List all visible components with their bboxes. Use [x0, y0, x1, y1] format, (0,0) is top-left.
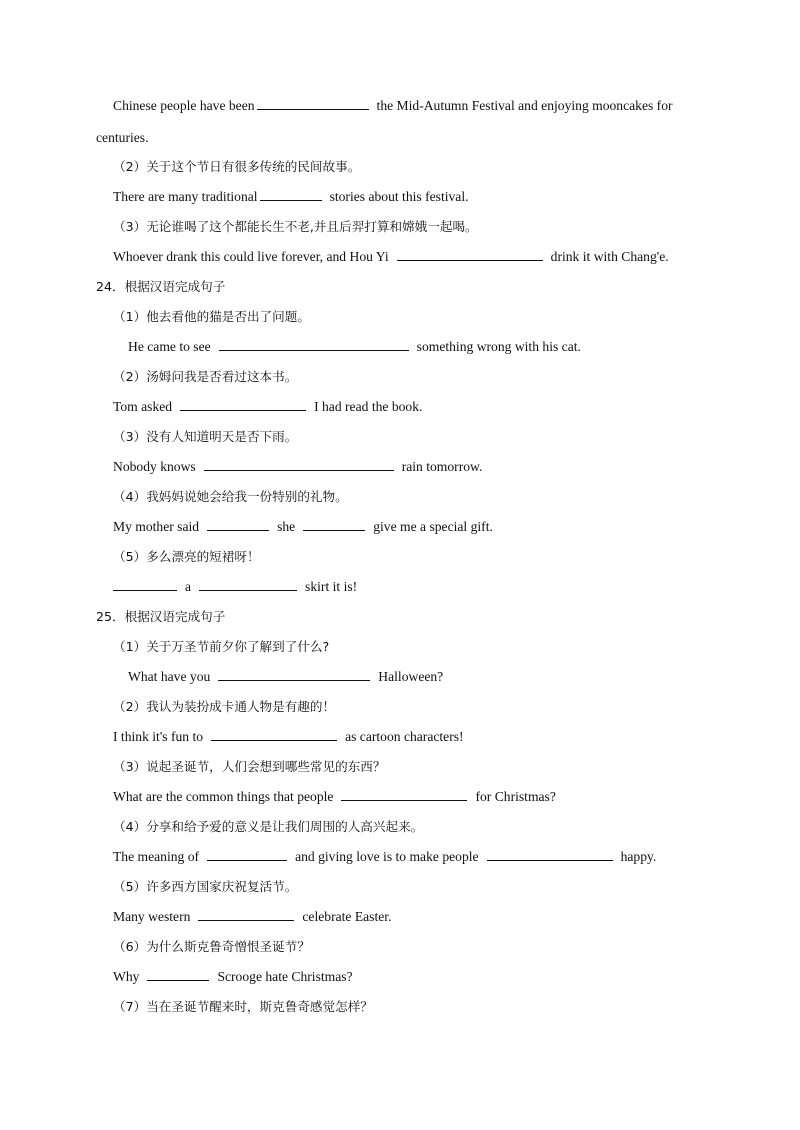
answer-blank[interactable] [260, 188, 322, 201]
q23-s2-chinese: （2）关于这个节日有很多传统的民间故事。 [113, 159, 361, 174]
q25-s2-english [113, 728, 464, 746]
text: give me a special gift. [373, 519, 493, 534]
text: I think it's fun to [113, 729, 204, 744]
answer-blank[interactable] [207, 848, 287, 861]
q25-s4-chinese: （4）分享和给予爱的意义是让我们周围的人高兴起来。 [113, 819, 424, 834]
text: celebrate Easter. [302, 909, 392, 924]
text: skirt it is! [305, 579, 358, 594]
q25-s1-english [128, 668, 443, 686]
text: Chinese people have been [113, 98, 255, 113]
answer-blank[interactable] [219, 338, 409, 351]
text: My mother said [113, 519, 200, 534]
text: What are the common things that people [113, 789, 334, 804]
answer-blank[interactable] [199, 578, 297, 591]
answer-blank[interactable] [211, 728, 337, 741]
text: the Mid-Autumn Festival and enjoying mooncakes for [376, 98, 673, 113]
answer-blank[interactable] [257, 97, 369, 110]
text: a [185, 579, 192, 594]
text: something wrong with his cat. [416, 339, 581, 354]
answer-blank[interactable] [303, 518, 365, 531]
q25-s3-chinese: （3）说起圣诞节，人们会想到哪些常见的东西？ [113, 759, 386, 774]
q25-s1-chinese: （1）关于万圣节前夕你了解到了什么? [113, 639, 330, 654]
text: Scrooge hate Christmas? [217, 969, 353, 984]
text: Tom asked [113, 399, 173, 414]
answer-blank[interactable] [341, 788, 467, 801]
q24-s3-english [113, 458, 482, 476]
q25-s2-chinese: （2）我认为装扮成卡通人物是有趣的！ [113, 699, 336, 714]
text: I had read the book. [314, 399, 423, 414]
q25-s3-english [113, 788, 556, 806]
text: Whoever drank this could live forever, and Hou Yi [113, 249, 389, 264]
q24-s3-chinese: （3）没有人知道明天是否下雨。 [113, 429, 298, 444]
answer-blank[interactable] [113, 578, 177, 591]
text: for Christmas? [475, 789, 556, 804]
text: Halloween? [378, 669, 444, 684]
text: and giving love is to make people [295, 849, 479, 864]
answer-blank[interactable] [198, 908, 294, 921]
answer-blank[interactable] [397, 248, 543, 261]
q24-s2-chinese: （2）汤姆问我是否看过这本书。 [113, 369, 298, 384]
q24-s1-chinese: （1）他去看他的猫是否出了问题。 [113, 309, 310, 324]
text: He came to see [128, 339, 211, 354]
text: There are many traditional [113, 189, 258, 204]
q23-s3-chinese: （3）无论谁喝了这个都能长生不老,并且后羿打算和嫦娥一起喝。 [113, 219, 478, 234]
answer-blank[interactable] [487, 848, 613, 861]
q24-s2-english [113, 398, 422, 416]
q25-title: 25．根据汉语完成句子 [96, 609, 226, 624]
q24-title: 24．根据汉语完成句子 [96, 279, 226, 294]
answer-blank[interactable] [207, 518, 269, 531]
q23-s2-english [113, 188, 469, 206]
answer-blank[interactable] [180, 398, 306, 411]
q25-s6-english [113, 968, 353, 986]
q25-s5-chinese: （5）许多西方国家庆祝复活节。 [113, 879, 298, 894]
q23-s3-english [113, 248, 669, 266]
q25-s6-chinese: （6）为什么斯克鲁奇憎恨圣诞节？ [113, 939, 310, 954]
text: drink it with Chang'e. [550, 249, 669, 264]
text: rain tomorrow. [401, 459, 483, 474]
q24-s4-chinese: （4）我妈妈说她会给我一份特别的礼物。 [113, 489, 348, 504]
text: as cartoon characters! [345, 729, 464, 744]
text: she [277, 519, 296, 534]
text: What have you [128, 669, 211, 684]
q25-s4-english [113, 848, 656, 866]
text: Nobody knows [113, 459, 196, 474]
q23-sentence1-wrap: centuries. [96, 130, 149, 145]
q25-s5-english [113, 908, 391, 926]
q24-s5-english [113, 578, 357, 596]
text: Many western [113, 909, 191, 924]
text: Why [113, 969, 140, 984]
q24-s1-english [128, 338, 581, 356]
text: happy. [620, 849, 657, 864]
q24-s4-english [113, 518, 493, 536]
answer-blank[interactable] [147, 968, 209, 981]
answer-blank[interactable] [218, 668, 370, 681]
text: The meaning of [113, 849, 200, 864]
text: stories about this festival. [329, 189, 469, 204]
q23-sentence1 [113, 97, 673, 115]
answer-blank[interactable] [204, 458, 394, 471]
q25-s7-chinese: （7）当在圣诞节醒来时，斯克鲁奇感觉怎样？ [113, 999, 373, 1014]
q24-s5-chinese: （5）多么漂亮的短裙呀！ [113, 549, 260, 564]
